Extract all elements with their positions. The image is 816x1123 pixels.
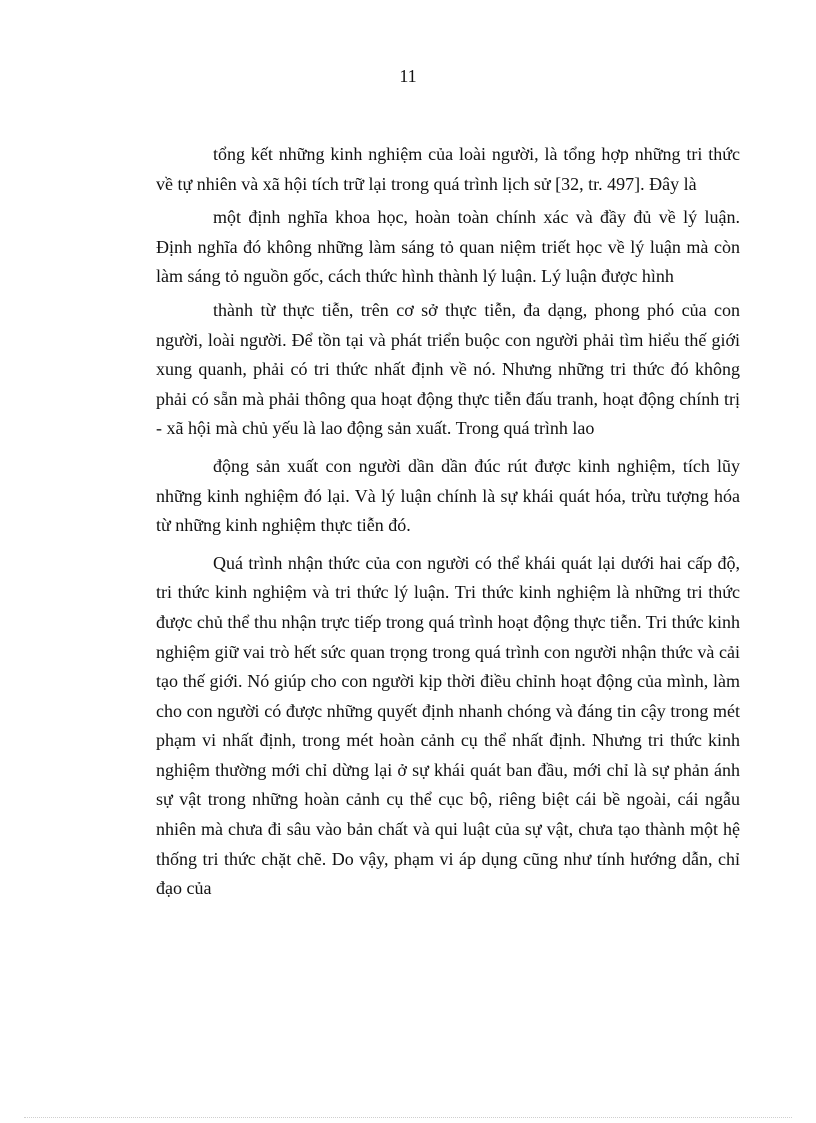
page-bottom-divider xyxy=(24,1117,792,1118)
paragraph-2: một định nghĩa khoa học, hoàn toàn chính xác và đầy đủ về lý luận. Định nghĩa đó không những làm sáng tỏ quan niệm triết học về lý luận mà còn làm sáng tỏ nguồn gốc, cách thức hình thành lý luận. Lý luận được hình xyxy=(156,207,740,287)
paragraph-5: Quá trình nhận thức của con người có thể khái quát lại dưới hai cấp độ, tri thức kinh nghiệm và tri thức lý luận. Tri thức kinh nghiệm là những tri thức được chủ thể thu nhận trực tiếp trong quá trình hoạt động thực tiễn. Tri thức kinh nghiệm giữ vai trò hết sức quan trọng trong quá trình con người nhận thức và cải tạo thế giới. Nó giúp cho con người kịp thời điều chỉnh hoạt động của mình, làm cho con người có được những quyết định nhanh chóng và đáng tin cậy trong mét phạm vi nhất định, trong mét hoàn cảnh cụ thể nhất định. Nhưng tri thức kinh nghiệm thường mới chỉ dừng lại ở sự khái quát ban đầu, mới chỉ là sự phản ánh sự vật trong những hoàn cảnh cụ thể cục bộ, riêng biệt cái bề ngoài, cái ngẫu nhiên mà chưa đi sâu vào bản chất và qui luật của sự vật, chưa tạo thành một hệ thống tri thức chặt chẽ. Do vậy, phạm vi áp dụng cũng như tính hướng dẫn, chỉ đạo của xyxy=(156,552,740,899)
page-number: 11 xyxy=(399,66,417,86)
paragraph-1: tổng kết những kinh nghiệm của loài người, là tổng hợp những tri thức về tự nhiên và xã hội tích trữ lại trong quá trình lịch sử [32, tr. 497]. Đây là xyxy=(156,144,740,194)
paragraph-3: thành từ thực tiễn, trên cơ sở thực tiễn, đa dạng, phong phó của con người, loài người. Để tồn tại và phát triển buộc con người phải tìm hiểu thế giới xung quanh, phải có tri thức nhất định về nó. Nhưng những tri thức đó không phải có sẵn mà phải thông qua hoạt động thực tiễn đấu tranh, hoạt động chính trị - xã hội mà chủ yếu là lao động sản xuất. Trong quá trình lao xyxy=(156,299,740,439)
paragraph-4: động sản xuất con người dần dần đúc rút được kinh nghiệm, tích lũy những kinh nghiệm đó lại. Và lý luận chính là sự khái quát hóa, trừu tượng hóa từ những kinh nghiệm thực tiễn đó. xyxy=(156,455,740,536)
body-text xyxy=(156,140,740,904)
